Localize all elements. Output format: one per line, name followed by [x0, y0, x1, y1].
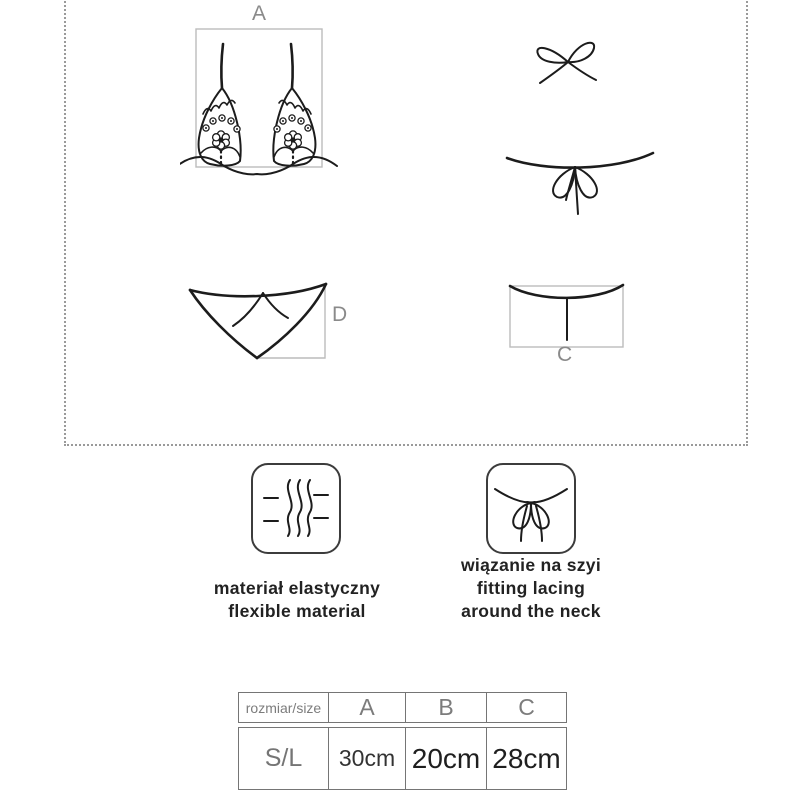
- diagram-panel: [64, 0, 748, 446]
- header-cell-b: B: [405, 693, 486, 722]
- size-table-data-row: [238, 727, 567, 790]
- caption-line-en2: around the neck: [461, 601, 601, 621]
- measure-label-a: A: [252, 2, 267, 25]
- size-table: [238, 692, 567, 790]
- header-cell-size: rozmiar/size: [245, 699, 322, 716]
- cell-size-value: S/L: [264, 744, 303, 772]
- feature-caption-elastic: [172, 577, 422, 623]
- caption-line-pl: materiał elastyczny: [213, 578, 381, 598]
- measure-label-d: D: [332, 303, 348, 326]
- size-table-header-row: [238, 692, 567, 723]
- bottom-back-drawing: [505, 279, 630, 353]
- neck-lacing-icon: [486, 463, 576, 554]
- elastic-waves-glyph: [253, 465, 339, 552]
- header-cell-a: A: [328, 693, 405, 722]
- lacing-bow-glyph: [488, 465, 574, 552]
- cell-measure-c: 28cm: [486, 728, 566, 789]
- measure-label-c: C: [557, 343, 573, 366]
- caption-line-en: fitting lacing: [476, 578, 586, 598]
- thong-front-drawing: [183, 277, 348, 369]
- caption-line-en: flexible material: [228, 601, 366, 621]
- feature-caption-lacing: [406, 554, 656, 623]
- neck-tie-bow-drawing: [522, 36, 614, 108]
- cell-measure-a: 30cm: [328, 728, 405, 789]
- caption-line-pl: wiązanie na szyi: [461, 555, 601, 575]
- cell-measure-b: 20cm: [405, 728, 486, 789]
- top-back-band-drawing: [500, 146, 660, 220]
- elastic-material-icon: [251, 463, 341, 554]
- header-cell-c: C: [486, 693, 566, 722]
- bikini-top-front-drawing: [180, 6, 356, 190]
